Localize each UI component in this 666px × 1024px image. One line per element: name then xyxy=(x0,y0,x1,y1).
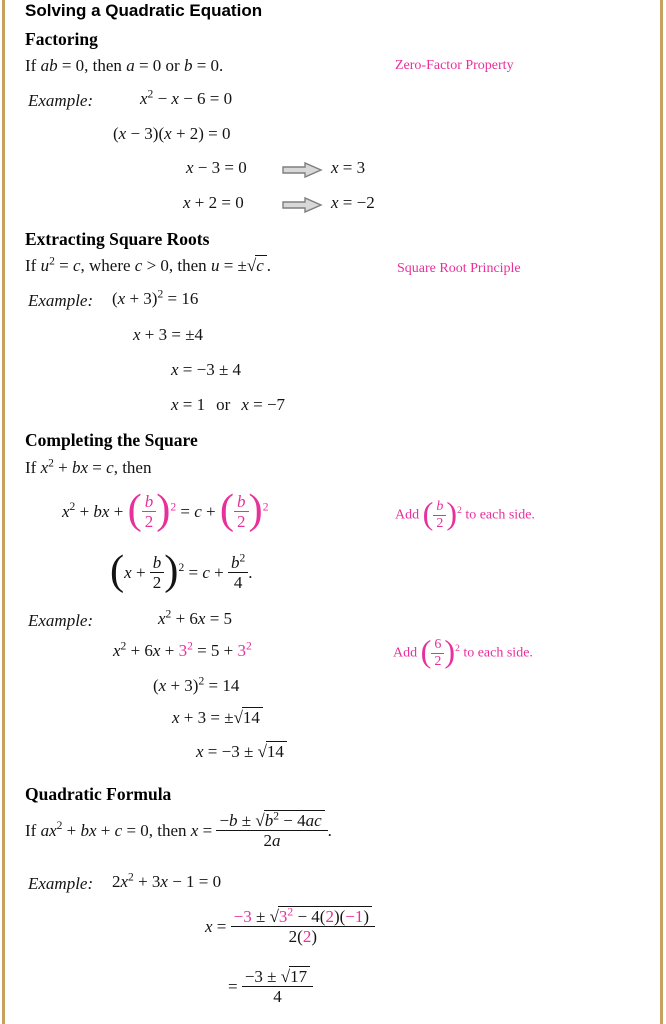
pink-term xyxy=(238,641,252,660)
superscript: 2 xyxy=(287,905,294,919)
block-arrow-right-icon xyxy=(281,161,323,184)
fraction xyxy=(150,554,165,592)
page-title: Solving a Quadratic Equation xyxy=(25,1,263,20)
math-run: = xyxy=(184,562,203,582)
math-run: − 1 = 0 xyxy=(167,872,222,891)
math-run: ( xyxy=(153,676,159,695)
superscript: 2 xyxy=(187,639,193,653)
superscript: 2 xyxy=(178,561,185,575)
math-run: bx xyxy=(72,458,89,477)
math-run: x xyxy=(124,562,132,582)
square-root-principle-annotation: Square Root Principle xyxy=(397,261,521,276)
superscript: 2 xyxy=(157,287,164,301)
math-run: bx xyxy=(80,820,97,840)
radical-sign: √ xyxy=(280,967,290,986)
math-run: x xyxy=(241,395,249,414)
math-run: . xyxy=(248,562,253,582)
factored-equation xyxy=(113,124,231,144)
math-run: = 5 xyxy=(205,609,233,628)
add-six-half-annotation xyxy=(393,633,533,670)
math-run: ab xyxy=(40,56,58,75)
big-paren: ( xyxy=(219,486,235,534)
math-run: + 3) xyxy=(166,676,199,695)
math-run: x xyxy=(158,676,167,695)
math-run: + 6 xyxy=(171,609,198,628)
solution-2-result xyxy=(331,193,375,213)
math-run: b xyxy=(264,811,274,830)
math-run: Add xyxy=(393,645,418,661)
big-paren: ) xyxy=(444,633,456,670)
big-paren: ) xyxy=(446,495,458,532)
math-run: x xyxy=(118,124,127,143)
math-run: x xyxy=(171,395,179,414)
math-run: b xyxy=(183,56,193,75)
math-run: a xyxy=(126,56,135,75)
pink-term xyxy=(179,641,193,660)
radical-expression xyxy=(258,741,287,761)
solution-2-equation xyxy=(183,193,244,213)
math-run: = 3 xyxy=(338,158,366,177)
big-paren: ( xyxy=(127,486,142,534)
math-run: −3 xyxy=(233,907,252,926)
superscript: 2 xyxy=(49,254,55,268)
denominator: 2 xyxy=(433,515,446,531)
math-run: + 2 = 0 xyxy=(190,193,244,212)
math-run: x xyxy=(40,458,49,477)
math-run: Add xyxy=(395,507,420,523)
math-run: = −2 xyxy=(338,193,375,212)
superscript: 2 xyxy=(147,87,154,101)
denominator: 2 xyxy=(234,511,249,530)
math-run: = xyxy=(88,458,107,477)
superscript: 2 xyxy=(239,551,246,565)
superscript: 2 xyxy=(69,500,76,514)
math-run: ac xyxy=(305,811,322,830)
math-run: = 14 xyxy=(204,676,240,695)
quadratic-example-equation xyxy=(112,872,221,892)
numerator: 6 xyxy=(434,637,442,652)
math-run: + xyxy=(109,501,128,521)
superscript: 2 xyxy=(273,809,279,823)
math-run: 2 xyxy=(302,927,312,947)
extracting-example-equation xyxy=(112,289,198,309)
big-paren: ( xyxy=(422,495,434,532)
fraction xyxy=(242,968,313,1006)
math-run: If xyxy=(25,256,41,275)
fraction xyxy=(433,500,446,532)
math-run: 2( xyxy=(288,927,303,947)
radical-sign: √ xyxy=(246,256,256,275)
math-run: x xyxy=(331,193,339,212)
math-run: = 0, then xyxy=(57,56,127,75)
math-run: b xyxy=(229,811,238,830)
math-run: = xyxy=(228,976,238,996)
math-run: c xyxy=(106,458,114,477)
quadratic-step-1 xyxy=(205,905,375,947)
solution-1-result xyxy=(331,158,365,178)
completing-squared-form-equation xyxy=(110,547,253,595)
math-run: to each side. xyxy=(463,645,533,661)
math-run: − 4( xyxy=(293,907,326,926)
completing-heading: Completing the Square xyxy=(25,430,198,450)
math-run: = 5 + xyxy=(192,641,238,660)
math-run: b xyxy=(230,553,240,572)
math-run: = xyxy=(198,820,217,840)
completing-rule xyxy=(25,458,151,478)
math-run: or xyxy=(216,395,231,414)
math-run: −1 xyxy=(345,907,364,926)
math-run: = 1 xyxy=(178,395,206,414)
math-run: − xyxy=(219,811,230,830)
factoring-rule xyxy=(25,56,223,76)
math-run: = xyxy=(212,916,231,936)
big-paren: ) xyxy=(248,486,263,534)
math-run: −3 ± xyxy=(244,967,281,986)
math-run: x xyxy=(117,289,126,308)
math-run: + 3 = ±4 xyxy=(140,325,204,344)
extracting-step-1 xyxy=(133,325,203,345)
radical-expression xyxy=(270,906,372,926)
math-run: c xyxy=(255,255,267,275)
pink-term xyxy=(219,486,269,534)
math-run: ± xyxy=(237,811,256,830)
zero-factor-annotation: Zero-Factor Property xyxy=(395,58,514,73)
math-run: x xyxy=(164,124,172,143)
math-run: = 16 xyxy=(163,289,199,308)
math-run: = ± xyxy=(219,256,247,275)
math-run: to each side. xyxy=(465,507,535,523)
math-run: , then xyxy=(113,458,152,477)
math-run: + xyxy=(96,820,115,840)
fraction xyxy=(234,493,249,531)
math-run: − 3 = 0 xyxy=(193,158,247,177)
math-run: . xyxy=(327,820,332,840)
math-run: = −7 xyxy=(248,395,286,414)
superscript: 2 xyxy=(56,819,63,833)
math-run: + 2) = 0 xyxy=(171,124,231,143)
math-run: x xyxy=(158,609,166,628)
math-run: . xyxy=(266,256,271,275)
math-run: > 0, then xyxy=(142,256,211,275)
math-run: ( xyxy=(113,124,119,143)
math-run: 2 xyxy=(112,872,121,891)
math-run: + xyxy=(53,458,72,477)
math-run: − 6 = 0 xyxy=(178,89,233,108)
block-arrow-right-icon xyxy=(281,196,323,219)
denominator: 4 xyxy=(228,572,248,591)
quadratic-step-2 xyxy=(228,968,313,1006)
denominator: 2 xyxy=(431,653,444,669)
math-run: ) xyxy=(363,907,370,926)
math-run: 14 xyxy=(266,741,287,761)
math-run: ± xyxy=(251,907,270,926)
radical-expression xyxy=(255,810,324,830)
math-run: x xyxy=(171,89,179,108)
completing-example-label: Example: xyxy=(28,611,94,630)
numerator: b xyxy=(144,492,154,511)
math-run: = 0 or xyxy=(134,56,184,75)
math-run: ) xyxy=(311,927,318,947)
math-run: x xyxy=(113,641,121,660)
math-run: + xyxy=(160,641,179,660)
math-run: 3 xyxy=(278,907,288,926)
numerator xyxy=(216,809,327,830)
denominator xyxy=(216,830,327,849)
radicand xyxy=(264,810,325,830)
math-run: c xyxy=(134,256,143,275)
math-run: x xyxy=(205,916,213,936)
radicand: 17 xyxy=(289,966,310,986)
math-run: 14 xyxy=(242,707,263,727)
factoring-heading: Factoring xyxy=(25,29,98,49)
superscript: 2 xyxy=(262,500,269,514)
math-run: x xyxy=(152,641,161,660)
math-run: a xyxy=(272,831,281,851)
completing-step-4 xyxy=(196,742,287,762)
math-run: − 4 xyxy=(279,811,306,830)
fraction xyxy=(216,809,327,851)
completing-step-3 xyxy=(172,708,263,728)
math-run: x xyxy=(196,742,204,761)
radical-expression xyxy=(234,707,263,727)
denominator: 2 xyxy=(150,572,165,591)
radical-sign: √ xyxy=(257,742,266,761)
math-run: x xyxy=(160,872,168,891)
quadratic-rule xyxy=(25,809,332,851)
big-paren: ) xyxy=(156,486,171,534)
big-paren: ) xyxy=(164,547,179,595)
big-paren: ( xyxy=(420,633,432,670)
math-run: = xyxy=(54,256,73,275)
completing-example-equation xyxy=(158,609,232,629)
math-run: c xyxy=(194,501,202,521)
numerator: b xyxy=(152,553,162,572)
superscript: 2 xyxy=(48,456,54,470)
extracting-example-label: Example: xyxy=(28,291,94,310)
radical-expression xyxy=(281,966,310,986)
math-run: ax xyxy=(40,820,57,840)
math-run: x xyxy=(140,89,148,108)
quadratic-example-label: Example: xyxy=(28,874,94,893)
math-run: = −3 ± 4 xyxy=(178,360,242,379)
math-run: , where xyxy=(80,256,135,275)
extracting-heading: Extracting Square Roots xyxy=(25,229,210,249)
numerator xyxy=(242,968,313,986)
extracting-step-3 xyxy=(171,395,285,415)
extracting-rule xyxy=(25,256,271,276)
math-run: + 6 xyxy=(126,641,153,660)
superscript: 2 xyxy=(120,639,127,653)
denominator: 4 xyxy=(242,986,313,1005)
math-run: x xyxy=(171,360,179,379)
math-run: − 3)( xyxy=(126,124,165,143)
quadratic-heading: Quadratic Formula xyxy=(25,784,172,804)
denominator: 2 xyxy=(142,511,157,530)
math-run: + xyxy=(209,562,228,582)
math-run: If xyxy=(25,820,41,840)
superscript: 2 xyxy=(198,674,205,688)
math-run: + 3 = ± xyxy=(179,708,234,727)
math-run: = xyxy=(176,501,195,521)
extracting-step-2 xyxy=(171,360,241,380)
pink-term xyxy=(127,486,177,534)
math-run: x xyxy=(331,158,339,177)
math-run: x xyxy=(183,193,191,212)
fraction xyxy=(142,493,157,531)
math-run: x xyxy=(120,872,129,891)
superscript: 2 xyxy=(170,500,177,514)
math-run: x xyxy=(62,501,70,521)
math-run: x xyxy=(190,820,199,840)
math-run: x xyxy=(133,325,141,344)
math-run: bx xyxy=(93,501,110,521)
superscript: 2 xyxy=(165,607,172,621)
left-border-rule xyxy=(2,0,5,1024)
math-run: 2 xyxy=(325,907,334,926)
math-run: − xyxy=(153,89,172,108)
math-run: + xyxy=(131,562,150,582)
completing-step-2 xyxy=(153,676,239,696)
math-run: c xyxy=(202,562,210,582)
math-run: c xyxy=(114,820,123,840)
math-run: c xyxy=(72,256,81,275)
completing-step-1 xyxy=(113,641,252,661)
superscript: 2 xyxy=(246,639,252,653)
math-run: u xyxy=(40,256,50,275)
math-run: = 0, then xyxy=(122,820,191,840)
math-run: u xyxy=(210,256,220,275)
radical-sign: √ xyxy=(255,811,264,830)
math-run: If xyxy=(25,458,41,477)
denominator xyxy=(231,926,375,945)
math-run: )( xyxy=(333,907,346,926)
math-run: 3 xyxy=(237,641,247,660)
superscript: 2 xyxy=(455,643,460,654)
fraction xyxy=(228,551,248,593)
math-run: ( xyxy=(112,289,118,308)
add-b-half-annotation xyxy=(395,495,535,532)
radical-expression xyxy=(247,255,267,275)
math-run: + xyxy=(62,820,81,840)
factoring-example-label: Example: xyxy=(28,91,94,110)
math-run: x xyxy=(172,708,180,727)
numerator xyxy=(228,551,248,572)
big-paren: ( xyxy=(110,547,125,595)
radical-sign: √ xyxy=(269,907,278,926)
math-run: 3 xyxy=(178,641,188,660)
factoring-example-equation xyxy=(140,89,232,109)
radical-sign: √ xyxy=(233,708,242,727)
math-run: + 3 xyxy=(133,872,161,891)
math-run: x xyxy=(186,158,194,177)
numerator: b xyxy=(436,499,444,514)
math-run: If xyxy=(25,56,41,75)
right-border-rule xyxy=(660,0,663,1024)
math-run: = −3 ± xyxy=(203,742,258,761)
numerator xyxy=(231,905,375,926)
solution-1-equation xyxy=(186,158,247,178)
radicand xyxy=(278,906,372,926)
math-run: x xyxy=(197,609,206,628)
fraction xyxy=(431,638,444,670)
numerator: b xyxy=(237,492,246,511)
fraction xyxy=(231,905,375,947)
superscript: 2 xyxy=(457,505,462,516)
superscript: 2 xyxy=(128,870,134,884)
completing-general-equation xyxy=(62,486,269,534)
math-run: + xyxy=(75,501,94,521)
math-run: + xyxy=(201,501,220,521)
math-run: + 3) xyxy=(125,289,158,308)
math-run: 2 xyxy=(263,831,273,851)
math-run: = 0. xyxy=(192,56,224,75)
